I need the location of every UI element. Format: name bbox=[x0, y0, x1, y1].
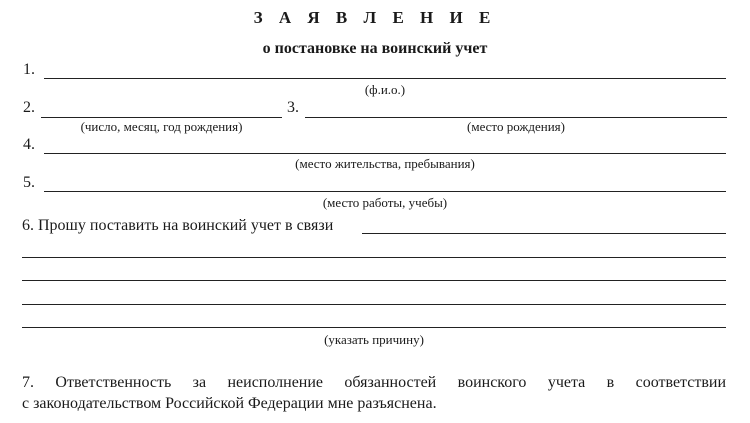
item-6-reason-line-2[interactable] bbox=[22, 257, 726, 258]
item-6-hint: (указать причину) bbox=[324, 332, 424, 347]
field-5-hint: (место работы, учебы) bbox=[322, 195, 448, 210]
field-5-work-line[interactable] bbox=[44, 191, 726, 192]
item-6-text: 6. Прошу поставить на воинский учет в связи bbox=[22, 217, 334, 234]
document-title: З А Я В Л Е Н И Е bbox=[253, 8, 497, 27]
field-3-number: 3. bbox=[287, 99, 299, 116]
field-2-number: 2. bbox=[23, 99, 35, 116]
field-4-number: 4. bbox=[23, 136, 35, 153]
field-4-residence-line[interactable] bbox=[44, 153, 726, 154]
item-6-reason-line-5[interactable] bbox=[22, 327, 726, 328]
item-6-reason-line-1[interactable] bbox=[362, 233, 726, 234]
document-subtitle: о постановке на воинский учет bbox=[262, 40, 488, 57]
item-6-reason-line-3[interactable] bbox=[22, 280, 726, 281]
item-7-paragraph bbox=[22, 372, 726, 414]
item-7-line-2: с законодательством Российской Федерации мне разъяснена. bbox=[22, 395, 437, 412]
field-4-hint: (место жительства, пребывания) bbox=[295, 156, 475, 171]
field-1-fio-line[interactable] bbox=[44, 78, 726, 79]
field-3-hint: (место рождения) bbox=[467, 119, 565, 134]
field-1-hint: (ф.и.о.) bbox=[364, 82, 406, 97]
field-2-hint: (число, месяц, год рождения) bbox=[80, 119, 243, 134]
field-2-birthdate-line[interactable] bbox=[41, 117, 282, 118]
field-1-number: 1. bbox=[23, 61, 35, 78]
field-3-birthplace-line[interactable] bbox=[305, 117, 727, 118]
item-6-reason-line-4[interactable] bbox=[22, 304, 726, 305]
item-7-line-1: 7. Ответственность за неисполнение обязанностей воинского учета в соответствии bbox=[22, 374, 726, 391]
field-5-number: 5. bbox=[23, 174, 35, 191]
